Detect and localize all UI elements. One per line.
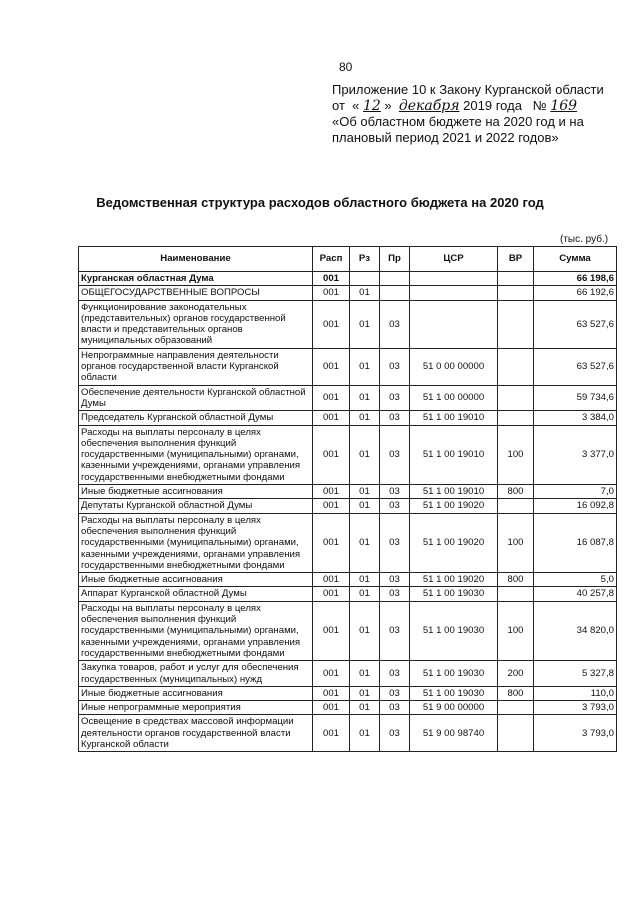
table-row [79,411,617,425]
cell-rasp: 001 [313,513,350,572]
appendix-month-handwritten: декабря [398,97,460,114]
cell-pr: 03 [380,513,410,572]
cell-rasp: 001 [313,348,350,385]
cell-csr: 51 1 00 00000 [410,385,498,411]
cell-csr [410,300,498,348]
cell-csr [410,272,498,286]
cell-csr: 51 1 00 19010 [410,485,498,499]
header-pr: Пр [380,247,410,272]
cell-csr: 51 9 00 00000 [410,701,498,715]
cell-sum: 5,0 [534,573,617,587]
cell-rz: 01 [350,499,380,513]
cell-vr [498,701,534,715]
cell-rasp: 001 [313,715,350,752]
cell-csr: 51 1 00 19030 [410,686,498,700]
cell-csr: 51 1 00 19010 [410,411,498,425]
cell-sum: 3 793,0 [534,715,617,752]
cell-pr: 03 [380,587,410,601]
cell-sum: 110,0 [534,686,617,700]
cell-vr [498,385,534,411]
table-row [79,300,617,348]
appendix-line-2: от « 12 » декабря 2019 года № 169 [332,97,578,114]
table-row [79,425,617,484]
cell-rz: 01 [350,513,380,572]
cell-vr [498,411,534,425]
appendix-line-1: Приложение 10 к Закону Курганской области [332,82,604,97]
cell-vr [498,499,534,513]
cell-pr [380,286,410,300]
cell-vr [498,587,534,601]
cell-rz: 01 [350,661,380,687]
cell-name: Расходы на выплаты персоналу в целях обеспечения выполнения функций государственными (муниципальными) органами, казенными учреждениями, органами управления государственными внебюджетными фондами [79,425,313,484]
header-name: Наименование [79,247,313,272]
cell-vr [498,715,534,752]
cell-pr: 03 [380,411,410,425]
appendix-day-handwritten: 12 [362,97,381,114]
cell-rz: 01 [350,286,380,300]
appendix-number-handwritten: 169 [550,97,578,114]
page-number: 80 [339,60,353,74]
cell-name: Непрограммные направления деятельности органов государственной власти Курганской области [79,348,313,385]
table-row [79,701,617,715]
table-row [79,587,617,601]
cell-rz: 01 [350,601,380,660]
cell-rasp: 001 [313,411,350,425]
cell-rasp: 001 [313,701,350,715]
cell-rz: 01 [350,686,380,700]
appendix-header [332,82,622,145]
cell-csr: 51 1 00 19020 [410,573,498,587]
cell-name: Закупка товаров, работ и услуг для обеспечения государственных (муниципальных) нужд [79,661,313,687]
cell-pr: 03 [380,601,410,660]
cell-vr: 100 [498,425,534,484]
cell-name: Расходы на выплаты персоналу в целях обеспечения выполнения функций государственными (муниципальными) органами, казенными учреждениями, органами управления государственными внебюджетными фондами [79,513,313,572]
cell-rz: 01 [350,485,380,499]
cell-sum: 16 092,8 [534,499,617,513]
cell-csr: 51 1 00 19030 [410,661,498,687]
header-vr: ВР [498,247,534,272]
appendix-year: 2019 года [463,97,522,113]
cell-sum: 63 527,6 [534,300,617,348]
cell-rasp: 001 [313,601,350,660]
appendix-number-sign: № [532,97,547,113]
cell-rz [350,272,380,286]
cell-rasp: 001 [313,686,350,700]
cell-csr: 51 9 00 98740 [410,715,498,752]
cell-rz: 01 [350,573,380,587]
table-row [79,661,617,687]
table-row [79,686,617,700]
cell-name: Председатель Курганской областной Думы [79,411,313,425]
table-row [79,513,617,572]
cell-name: Обеспечение деятельности Курганской областной Думы [79,385,313,411]
cell-pr: 03 [380,686,410,700]
table-header-row [79,247,617,272]
cell-vr [498,286,534,300]
cell-rz: 01 [350,348,380,385]
cell-pr: 03 [380,573,410,587]
cell-name: Освещение в средствах массовой информации деятельности органов государственной власти Курганской области [79,715,313,752]
cell-vr [498,272,534,286]
cell-rasp: 001 [313,499,350,513]
cell-sum: 3 793,0 [534,701,617,715]
cell-pr: 03 [380,661,410,687]
cell-rasp: 001 [313,485,350,499]
cell-rz: 01 [350,300,380,348]
cell-rz: 01 [350,715,380,752]
cell-sum: 5 327,8 [534,661,617,687]
table-row [79,385,617,411]
cell-sum: 3 384,0 [534,411,617,425]
document-title: Ведомственная структура расходов областного бюджета на 2020 год [96,195,544,210]
table-row [79,485,617,499]
cell-sum: 34 820,0 [534,601,617,660]
appendix-line-4: плановый период 2021 и 2022 годов» [332,129,559,145]
cell-sum: 66 198,6 [534,272,617,286]
cell-pr: 03 [380,715,410,752]
cell-csr: 51 1 00 19020 [410,513,498,572]
cell-pr: 03 [380,485,410,499]
cell-csr: 51 1 00 19030 [410,587,498,601]
cell-pr: 03 [380,499,410,513]
cell-rasp: 001 [313,300,350,348]
cell-rasp: 001 [313,661,350,687]
cell-rasp: 001 [313,272,350,286]
cell-rz: 01 [350,587,380,601]
cell-sum: 7,0 [534,485,617,499]
cell-rasp: 001 [313,286,350,300]
cell-pr: 03 [380,425,410,484]
cell-pr [380,272,410,286]
units-label: (тыс. руб.) [560,234,609,245]
cell-name: Курганская областная Дума [79,272,313,286]
cell-sum: 59 734,6 [534,385,617,411]
cell-csr [410,286,498,300]
cell-rz: 01 [350,385,380,411]
cell-name: Иные бюджетные ассигнования [79,686,313,700]
cell-rz: 01 [350,701,380,715]
cell-vr: 800 [498,485,534,499]
cell-sum: 3 377,0 [534,425,617,484]
table-row [79,715,617,752]
cell-pr: 03 [380,348,410,385]
cell-pr: 03 [380,701,410,715]
cell-name: Иные непрограммные мероприятия [79,701,313,715]
header-csr: ЦСР [410,247,498,272]
cell-csr: 51 1 00 19030 [410,601,498,660]
cell-rz: 01 [350,411,380,425]
cell-rasp: 001 [313,425,350,484]
header-rasp: Расп [313,247,350,272]
table-row [79,348,617,385]
expenditure-table [78,246,617,752]
table-row [79,601,617,660]
cell-rasp: 001 [313,385,350,411]
cell-name: Аппарат Курганской областной Думы [79,587,313,601]
header-sum: Сумма [534,247,617,272]
table-row [79,573,617,587]
cell-vr: 800 [498,686,534,700]
cell-name: Иные бюджетные ассигнования [79,573,313,587]
header-rz: Рз [350,247,380,272]
cell-rz: 01 [350,425,380,484]
cell-sum: 63 527,6 [534,348,617,385]
cell-rasp: 001 [313,587,350,601]
cell-csr: 51 1 00 19010 [410,425,498,484]
cell-vr: 100 [498,601,534,660]
cell-sum: 40 257,8 [534,587,617,601]
cell-csr: 51 1 00 19020 [410,499,498,513]
cell-vr: 200 [498,661,534,687]
cell-sum: 66 192,6 [534,286,617,300]
cell-pr: 03 [380,385,410,411]
appendix-from: от [332,97,345,113]
cell-vr [498,300,534,348]
cell-vr: 800 [498,573,534,587]
cell-vr: 100 [498,513,534,572]
cell-name: Функционирование законодательных (представительных) органов государственной власти и представительных органов муниципальных образований [79,300,313,348]
cell-name: ОБЩЕГОСУДАРСТВЕННЫЕ ВОПРОСЫ [79,286,313,300]
cell-vr [498,348,534,385]
cell-rasp: 001 [313,573,350,587]
cell-pr: 03 [380,300,410,348]
cell-name: Расходы на выплаты персоналу в целях обеспечения выполнения функций государственными (муниципальными) органами, казенными учреждениями, органами управления государственными внебюджетными фондами [79,601,313,660]
table-row [79,286,617,300]
cell-name: Иные бюджетные ассигнования [79,485,313,499]
cell-csr: 51 0 00 00000 [410,348,498,385]
cell-sum: 16 087,8 [534,513,617,572]
cell-name: Депутаты Курганской областной Думы [79,499,313,513]
appendix-line-3: «Об областном бюджете на 2020 год и на [332,114,584,129]
table-row [79,272,617,286]
table-row [79,499,617,513]
